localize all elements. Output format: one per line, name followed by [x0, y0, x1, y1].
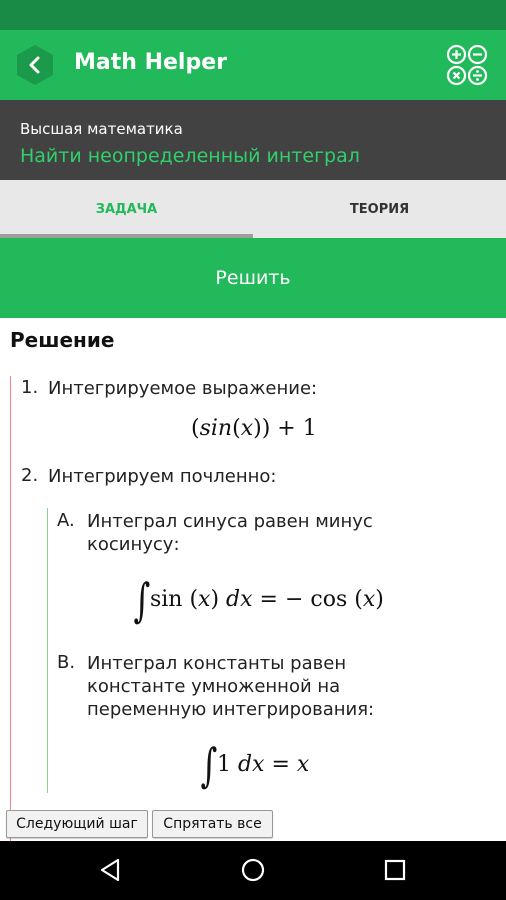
substeps-divider: [47, 508, 48, 793]
nav-back-icon[interactable]: [96, 855, 126, 885]
back-chevron-icon[interactable]: [16, 44, 54, 86]
substep-text-line: косинусу:: [87, 534, 180, 555]
category-label: Высшая математика: [20, 120, 183, 138]
status-bar: [0, 0, 506, 30]
tab-theory[interactable]: ТЕОРИЯ: [349, 201, 410, 217]
substep-text-line: переменную интегрирования:: [87, 699, 375, 720]
step-text: Интегрируем почленно:: [48, 466, 277, 487]
substep-text: [87, 510, 373, 556]
substep-text-line: Интеграл синуса равен минус: [87, 511, 373, 532]
substep-letter: A.: [57, 510, 75, 531]
topic-header: [0, 100, 506, 180]
solve-button[interactable]: Решить: [0, 238, 506, 318]
solution-panel[interactable]: [0, 318, 506, 841]
tab-task[interactable]: ЗАДАЧА: [95, 201, 158, 217]
next-step-button[interactable]: Следующий шаг: [6, 810, 148, 838]
step-text: Интегрируемое выражение:: [48, 378, 318, 399]
topic-title: Найти неопределенный интеграл: [20, 145, 360, 167]
solution-title: Решение: [10, 328, 115, 352]
substep-formula: ∫1 dx = x: [200, 738, 310, 792]
substep-text-line: константе умноженной на: [87, 676, 341, 697]
substep-text: [87, 652, 374, 721]
substep-letter: B.: [57, 652, 76, 673]
app-title: Math Helper: [74, 50, 227, 75]
hide-all-button[interactable]: Спрятать все: [152, 810, 273, 838]
substep-formula: ∫sin (x) dx = − cos (x): [133, 573, 384, 627]
nav-home-icon[interactable]: [238, 855, 268, 885]
step-number: 1.: [21, 377, 39, 398]
steps-divider: [10, 376, 11, 841]
step-number: 2.: [21, 465, 39, 486]
nav-recents-icon[interactable]: [380, 855, 410, 885]
app-bar: [0, 30, 506, 100]
system-nav-bar: [0, 841, 506, 900]
step-controls: [0, 808, 506, 840]
substep-text-line: Интеграл константы равен: [87, 653, 347, 674]
tab-bar: [0, 180, 506, 238]
calculator-operations-icon[interactable]: [446, 44, 488, 86]
step-formula: (sin(x)) + 1: [191, 416, 317, 441]
